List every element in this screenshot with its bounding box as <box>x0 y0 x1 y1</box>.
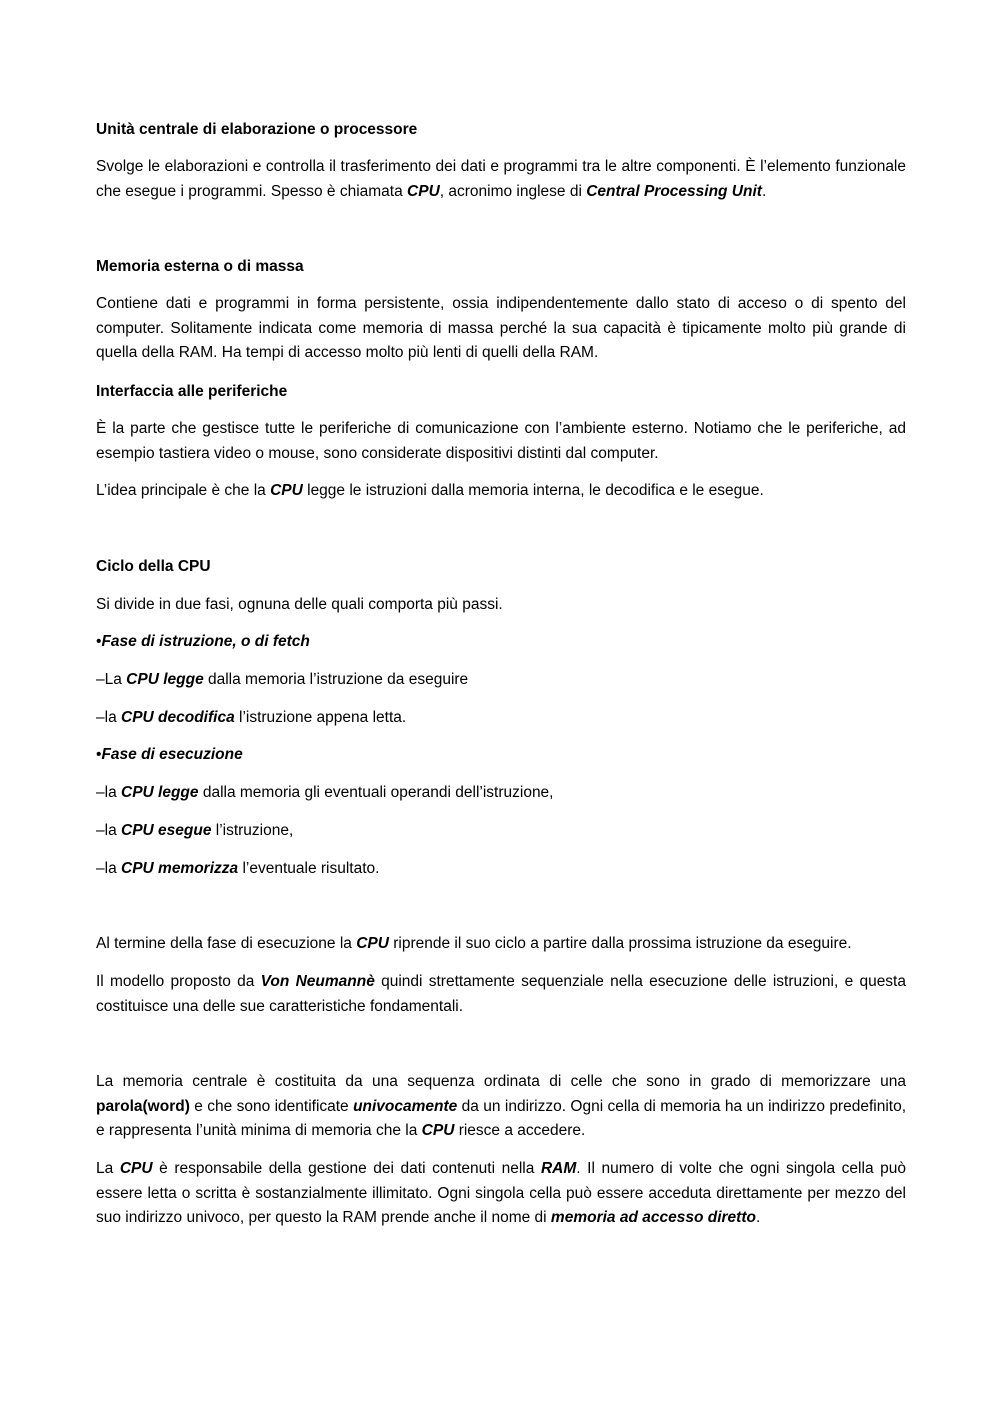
cpu-heading: Unità centrale di elaborazione o processore <box>96 121 418 138</box>
fetch-phase-title: •Fase di istruzione, o di fetch <box>96 633 310 650</box>
cycle-heading: Ciclo della CPU <box>96 558 211 575</box>
exec-step: –la CPU esegue l’istruzione, <box>96 822 294 839</box>
fetch-step: –la CPU decodifica l’istruzione appena letta. <box>96 709 407 726</box>
ram-paragraph-2: La CPU è responsabile della gestione dei dati contenuti nella RAM. Il numero di volte che ogni singola cella può essere letta o scritta è sostanzialmente illimitato. Ogni singola cella può essere acceduta direttamente per mezzo del suo indirizzo univoco, per questo la RAM prende anche il nome di memoria ad accesso diretto. <box>96 1160 906 1226</box>
mem-heading: Memoria esterna o di massa <box>96 258 304 275</box>
idea-paragraph: L’idea principale è che la CPU legge le istruzioni dalla memoria interna, le decodifica e le esegue. <box>96 482 764 499</box>
exec-step: –la CPU memorizza l’eventuale risultato. <box>96 860 380 877</box>
fetch-step: –La CPU legge dalla memoria l’istruzione da eseguire <box>96 671 469 688</box>
exec-phase-title: •Fase di esecuzione <box>96 746 243 763</box>
cycle-intro: Si divide in due fasi, ognuna delle quali comporta più passi. <box>96 596 503 613</box>
exec-step: –la CPU legge dalla memoria gli eventuali operandi dell’istruzione, <box>96 784 554 801</box>
end-paragraph: Al termine della fase di esecuzione la CPU riprende il suo ciclo a partire dalla prossima istruzione da eseguire. <box>96 935 852 952</box>
cpu-paragraph: Svolge le elaborazioni e controlla il trasferimento dei dati e programmi tra le altre componenti. È l’elemento funzionale che esegue i programmi. Spesso è chiamata CPU, acronimo inglese di Central Processing Unit. <box>96 158 906 200</box>
von-neumann-paragraph: Il modello proposto da Von Neumannè quindi strettamente sequenziale nella esecuzione delle istruzioni, e questa costituisce una delle sue caratteristiche fondamentali. <box>96 973 906 1015</box>
ram-paragraph: La memoria centrale è costituita da una sequenza ordinata di celle che sono in grado di memorizzare una parola(word) e che sono identificate univocamente da un indirizzo. Ogni cella di memoria ha un indirizzo predefinito, e rappresenta l’unità minima di memoria che la CPU riesce a accedere. <box>96 1073 907 1139</box>
mem-paragraph: Contiene dati e programmi in forma persistente, ossia indipendentemente dallo stato di acceso o di spento del computer. Solitamente indicata come memoria di massa perché la sua capacità è tipicamente molto più grande di quella della RAM. Ha tempi di accesso molto più lenti di quelli della RAM. <box>96 295 906 361</box>
io-paragraph: È la parte che gestisce tutte le periferiche di comunicazione con l’ambiente esterno. Notiamo che le periferiche, ad esempio tastiera video o mouse, sono considerate dispositivi distinti dal computer. <box>96 420 906 462</box>
io-heading: Interfaccia alle periferiche <box>96 383 288 400</box>
